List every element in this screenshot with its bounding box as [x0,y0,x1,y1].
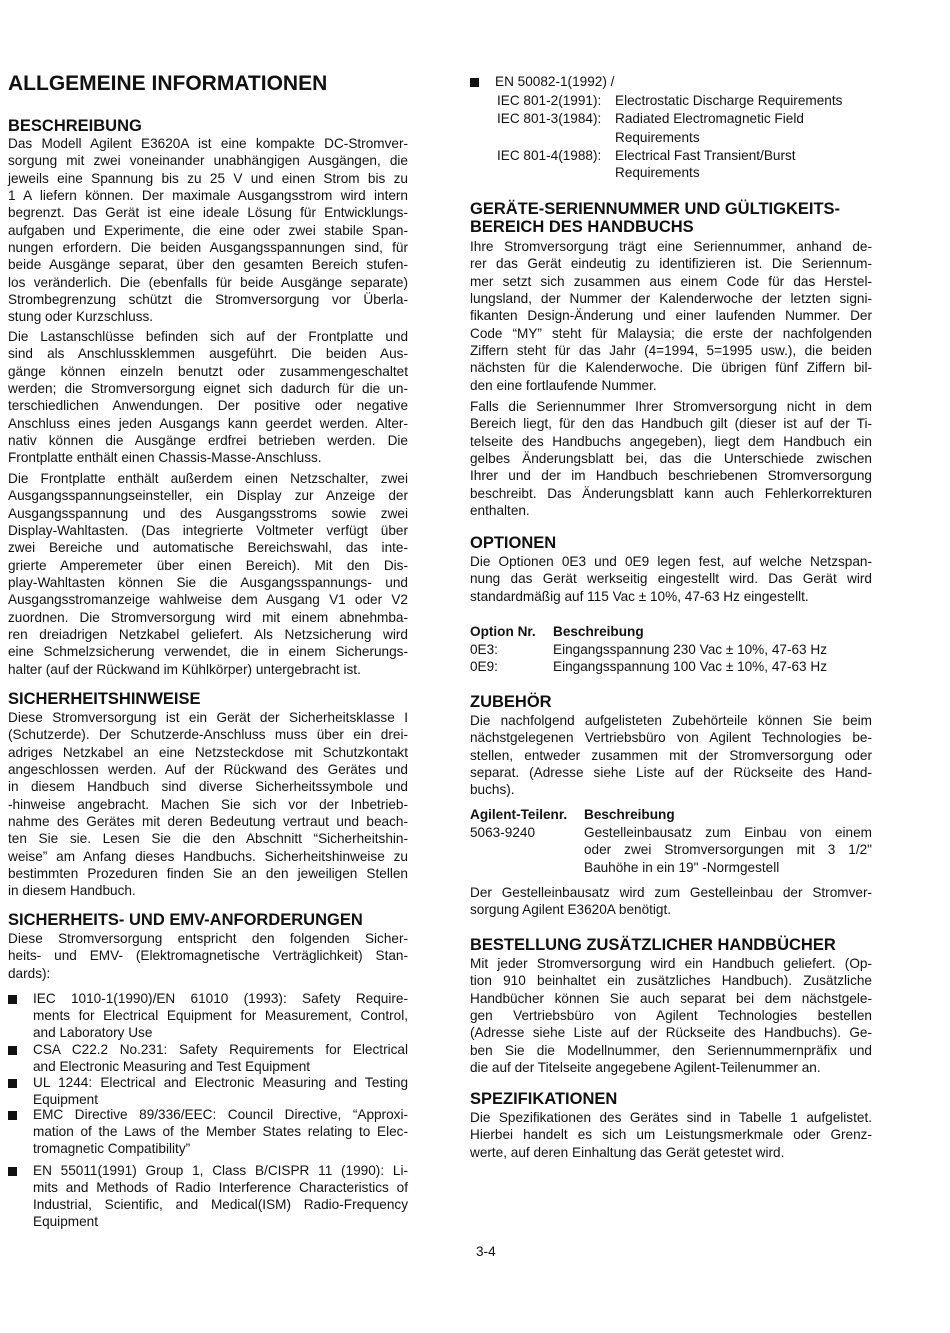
text-line: play-Wahltasten können Sie die Ausgangsspannungs- und [8,575,408,591]
text-line: rer das Gerät eindeutig zu identifizieren ist. Die Seriennum- [470,256,872,272]
text-line: sorgung mit zwei voneinander unabhängigen Ausgängen, die [8,153,408,169]
text-line: aufgaben und Experimente, die eine oder zwei stabile Span- [8,222,408,238]
text-line: and Electronic Measuring and Test Equipment [33,1059,311,1074]
text-line: mation of the Laws of the Member States relating to Elec- [33,1124,408,1139]
text-line: 1 A liefern können. Der maximale Ausgangsstrom wird intern [8,188,408,204]
heading-bestellung: BESTELLUNG ZUSÄTZLICHER HANDBÜCHER [470,936,836,954]
text-line: halter (auf der Rückwand im Kühlkörper) untergebracht ist. [8,661,361,677]
text-line: nächsten für die Kalenderwoche. Die übrigen fünf Ziffern bil- [470,360,872,376]
bullet-square-icon [8,995,17,1004]
bullet-square-icon [470,78,479,87]
text-line: terschiedlichen Anwendungen. Der positive oder negative [8,398,408,414]
text-line: mer setzt sich zusammen aus einem Code für das Herstel- [470,273,872,289]
heading-seriennummer: GERÄTE-SERIENNUMMER UND GÜLTIGKEITS- BEREICH DES HANDBUCHS [470,200,841,236]
text-line: nungen erfordern. Die beiden Ausgangsspannungen sind, für [8,240,408,256]
accessory-description [584,824,872,876]
text-line: Bereich liegt, für den das Handbuch gilt (dieser ist auf der Ti- [470,416,872,432]
paragraph-zubehoer [470,712,872,799]
text-line: ten Sie sie. Lesen Sie die den Abschnitt “Sicherheitshin- [8,831,408,847]
text-line: in diesem Handbuch sind diverse Sicherheitssymbole und [8,779,408,795]
text-line: oder zwei Stromversorgungen mit 3 1/2" [584,842,872,858]
text-line: Die Optionen 0E3 und 0E9 legen fest, auf welche Netzspan- [470,554,872,569]
text-line: angeschlossen werden. Auf der Rückwand des Gerätes und [8,762,408,778]
bullet-square-icon [8,1167,17,1176]
text-line: Hierbei handelt es sich um Leistungsmerkmale oder Grenz- [470,1127,872,1143]
text-line: ren dreiadrigen Netzkabel geliefert. Als Netzsicherung wird [8,627,408,643]
text-line: die auf der Titelseite angegebene Agilent-Teilenummer an. [470,1060,821,1076]
text-line: Der Gestelleinbausatz wird zum Gestelleinbau der Stromver- [470,885,872,900]
text-line: IEC 1010-1(1990)/EN 61010 (1993): Safety Require- [33,991,408,1006]
text-line: Anschluss eines jeden Ausgangs kann geerdet werden. Alter- [8,415,408,431]
text-line: gänge können einzeln benutzt oder zusammengeschaltet [8,363,408,379]
paragraph-spezifikationen [470,1109,872,1161]
text-line: jeweils eine Spannung bis zu 25 V und einen Strom bis zu [8,170,408,186]
text-line: stellen, entweder zusammen mit der Stromversorgung oder [470,747,872,763]
text-line: los veränderlich. Die (ebenfalls für beide Ausgänge separate) [8,274,408,290]
text-line: fikanten Design-Änderung und einer laufenden Nummer. Der [470,308,872,324]
heading-beschreibung: BESCHREIBUNG [8,117,142,135]
text-line: Ausgangsstromanzeige wahlweise dem Ausgang V1 oder V2 [8,592,408,608]
paragraph-optionen [470,553,872,605]
text-line: Das Modell Agilent E3620A ist eine kompakte DC-Stromver- [8,136,408,151]
text-line: nahme des Gerätes mit deren Bedeutung vertraut und beach- [8,814,408,830]
bullet-square-icon [8,1046,17,1055]
text-line: telseite des Handbuchs angegeben), liegt dem Handbuch ein [470,433,872,449]
page-number: 3-4 [476,1244,496,1259]
paragraph-seriennummer-1 [470,238,872,394]
text-line: nächstgelegenen Vertriebsbüro von Agilent Technologies be- [470,730,872,746]
text-line: Ihrer und der im Handbuch beschriebenen Stromversorgung [470,468,872,484]
bullet-square-icon [8,1079,17,1088]
text-line: Die nachfolgend aufgelisteten Zubehörteile können Sie beim [470,713,872,728]
text-line: standardmäßig auf 115 Vac ± 10%, 47-63 Hz eingestellt. [470,588,809,604]
text-line: separat. (Adresse siehe Liste auf der Rückseite des Hand- [470,765,872,781]
text-line: sind als Anschlussklemmen ausgeführt. Die beiden Aus- [8,346,408,362]
text-line: enthalten. [470,503,530,519]
text-line: bestimmten Prozeduren finden Sie an den jeweiligen Stellen [8,866,408,882]
text-line: eine Schmelzsicherung verwendet, die in einem Sicherungs- [8,644,408,660]
text-line: in diesem Handbuch. [8,883,136,899]
text-line: EMC Directive 89/336/EEC: Council Directive, “Approxi- [33,1107,408,1122]
paragraph-beschreibung-2 [8,328,408,467]
text-line: zuordnen. Die Stromversorgung wird mit einem abnehmba- [8,609,408,625]
text-line: mits and Methods of Radio Interference Characteristics of [33,1180,408,1195]
text-line: Ziffern steht für das Jahr (4=1994, 5=1995 usw.), die beiden [470,343,872,359]
text-line: zwei Bereiche und automatische Bereichswahl, das inte- [8,540,408,556]
text-line: EN 55011(1991) Group 1, Class B/CISPR 11 (1990): Li- [33,1163,408,1178]
text-line: dards): [8,965,51,981]
heading-zubehoer: ZUBEHÖR [470,693,552,711]
text-line: tromagnetic Compatibility” [33,1141,191,1156]
text-line: -hinweise angebracht. Machen Sie sich vor der Inbetrieb- [8,796,408,812]
heading-optionen: OPTIONEN [470,534,557,552]
text-line: Frontplatte enthält einen Chassis-Masse-Anschluss. [8,450,322,466]
text-line: (Adresse siehe Liste auf der Rückseite des Handbuchs). Ge- [470,1025,872,1041]
text-line: gen Vertriebsbüro von Agilent Technologies bestellen [470,1008,872,1024]
text-line: Falls die Seriennummer Ihrer Stromversorgung nicht in dem [470,399,872,414]
text-line: beide Ausgänge separat, über den gesamten Bereich stufen- [8,257,408,273]
text-line: lungsland, der Nummer der Kalenderwoche der letzten signi- [470,291,872,307]
text-line: werte, auf deren Einhaltung das Gerät getestet wird. [470,1144,785,1160]
text-line: (Schutzerde). Der Schutzerde-Anschluss muss über ein drei- [8,727,408,743]
text-line: Ausgangsspannung und des Ausgangsstroms sowie zwei [8,505,408,521]
text-line: Die Lastanschlüsse befinden sich auf der Frontplatte und [8,329,408,344]
text-line: Equipment [33,1092,98,1107]
paragraph-zubehoer-2 [470,884,872,919]
text-line: Code “MY” steht für Malaysia; die erste der nachfolgenden [470,325,872,341]
paragraph-emv [8,930,408,982]
paragraph-sicherheitshinweise [8,709,408,900]
text-line: Gestelleinbausatz zum Einbau von einem [584,825,872,840]
text-line: ben Sie die Modellnummer, den Seriennummernpräfix und [470,1042,872,1058]
heading-spezifikationen: SPEZIFIKATIONEN [470,1090,618,1108]
heading-emv: SICHERHEITS- UND EMV-ANFORDERUNGEN [8,911,363,929]
text-line: and Laboratory Use [33,1025,153,1040]
bullet-square-icon [8,1111,17,1120]
text-line: Strombegrenzung schützt die Stromversorgung vor Überla- [8,292,408,308]
text-line: Mit jeder Stromversorgung wird ein Handbuch geliefert. (Op- [470,956,872,971]
text-line: grierte Amperemeter über einen Bereich). Mit den Dis- [8,557,408,573]
paragraph-bestellung [470,955,872,1076]
text-line: adriges Netzkabel an eine Netzsteckdose mit Schutzkontakt [8,744,408,760]
page-title: ALLGEMEINE INFORMATIONEN [8,72,328,95]
text-line: beschreibt. Das Änderungsblatt kann auch Fehlerkorrekturen [470,485,872,501]
paragraph-beschreibung-3 [8,470,408,678]
text-line: heits- und EMV- (Elektromagnetische Verträglichkeit) Stan- [8,948,408,964]
text-line: Die Frontplatte enthält außerdem einen Netzschalter, zwei [8,471,408,486]
text-line: Equipment [33,1214,98,1229]
paragraph-seriennummer-2 [470,398,872,519]
text-line: UL 1244: Electrical and Electronic Measuring and Testing [33,1075,408,1090]
text-line: Die Spezifikationen des Gerätes sind in Tabelle 1 aufgelistet. [470,1110,872,1125]
text-line: nativ können die Ausgänge erdfrei betrieben werden. Die [8,433,408,449]
text-line: Diese Stromversorgung entspricht den folgenden Sicher- [8,931,408,946]
text-line: Display-Wahltasten. (Das integrierte Voltmeter verfügt über [8,523,408,539]
text-line: nung das Gerät werkseitig eingestellt wird. Das Gerät wird [470,571,872,587]
text-line: Bauhöhe in ein 19" -Normgestell [584,859,780,875]
text-line: buchs). [470,782,515,798]
text-line: Ihre Stromversorgung trägt eine Seriennummer, anhand de- [470,239,872,254]
text-line: Diese Stromversorgung ist ein Gerät der Sicherheitsklasse I [8,710,408,725]
text-line: sorgung Agilent E3620A benötigt. [470,902,672,918]
text-line: Industrial, Scientific, and Medical(ISM) Radio-Frequency [33,1197,408,1212]
text-line: CSA C22.2 No.231: Safety Requirements for Electrical [33,1042,408,1057]
text-line: begrenzt. Das Gerät ist eine ideale Lösung für Entwicklungs- [8,205,408,221]
text-line: Handbücher können Sie auch separat bei dem nächstgele- [470,990,872,1006]
paragraph-beschreibung-1 [8,135,408,326]
text-line: gelbes Änderungsblatt bei, das die Unterschiede zwischen [470,451,872,467]
text-line: stung oder Kurzschluss. [8,309,154,325]
heading-sicherheitshinweise: SICHERHEITSHINWEISE [8,690,201,708]
text-line: tion 910 beinhaltet ein zusätzliches Handbuch). Zusätzliche [470,973,872,989]
text-line: werden; die Stromversorgung eignet sich dadurch für die un- [8,381,408,397]
text-line: ments for Electrical Equipment for Measurement, Control, [33,1008,408,1023]
text-line: Ausgangsspannungseinsteller, ein Display zur Anzeige der [8,488,408,504]
text-line: den eine fortlaufende Nummer. [470,377,657,393]
text-line: weise” am Anfang dieses Handbuchs. Sicherheitshinweise zu [8,848,408,864]
